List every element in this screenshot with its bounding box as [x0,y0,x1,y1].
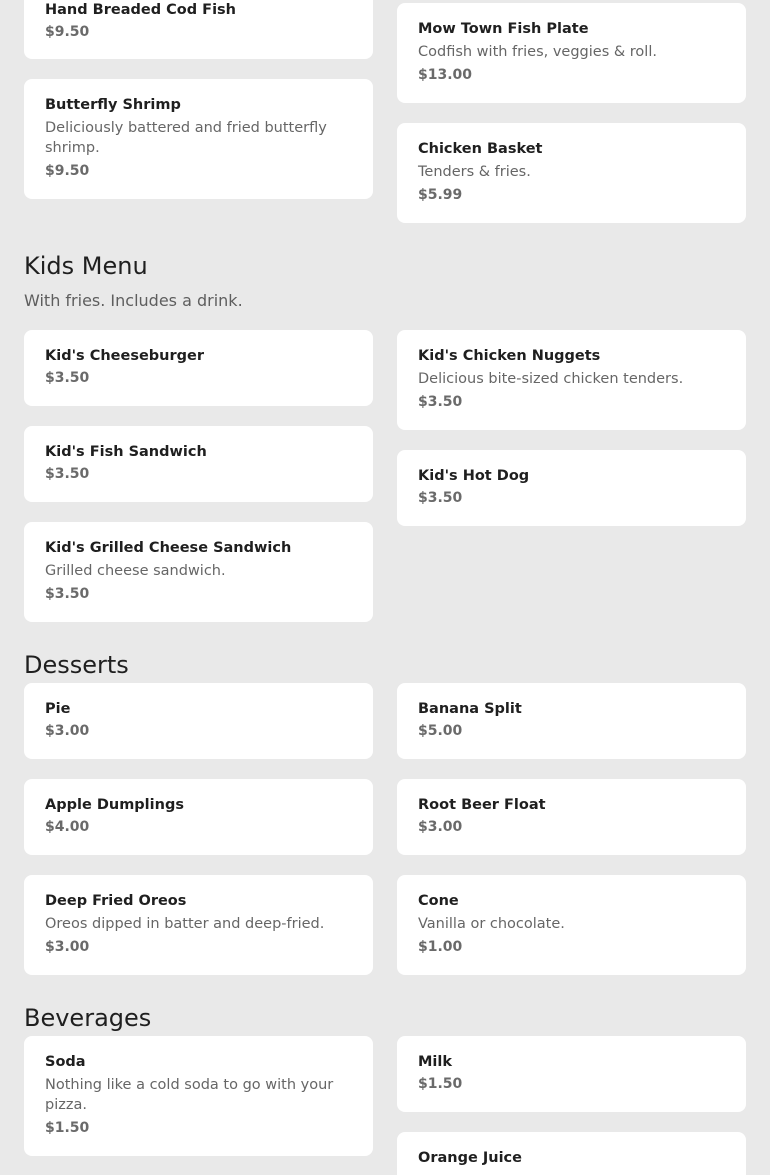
menu-item-card[interactable] [397,683,746,759]
menu-item-price: $3.50 [418,490,463,506]
menu-item-name: Pie [45,701,71,717]
menu-item-name: Cone [418,893,459,909]
menu-item-name: Orange Juice [418,1150,522,1166]
menu-item-card[interactable] [397,779,746,855]
menu-item-name: Mow Town Fish Plate [418,21,589,37]
menu-item-price: $3.00 [418,819,463,835]
menu-item-name: Butterfly Shrimp [45,97,181,113]
menu-item-card[interactable] [24,330,373,406]
menu-item-card[interactable] [397,1036,746,1112]
menu-item-card[interactable] [24,426,373,502]
menu-item-card[interactable] [397,3,746,103]
menu-item-description: Oreos dipped in batter and deep-fried. [45,916,325,932]
menu-item-card[interactable] [24,522,373,622]
menu-item-price: $4.00 [45,819,90,835]
menu-item-card[interactable] [397,450,746,526]
menu-item-name: Kid's Cheeseburger [45,348,205,364]
menu-item-price: $9.50 [45,163,90,179]
menu-item-price: $3.00 [45,939,90,955]
menu-item-description: Grilled cheese sandwich. [45,563,226,579]
menu-item-price: $3.50 [45,466,90,482]
menu-item-name: Kid's Grilled Cheese Sandwich [45,540,292,556]
menu-item-price: $3.00 [45,723,90,739]
menu-item-card[interactable] [24,875,373,975]
menu-item-name: Kid's Fish Sandwich [45,444,207,460]
menu-item-price: $1.50 [45,1120,90,1136]
menu-item-description: Codfish with fries, veggies & roll. [418,44,657,60]
menu-item-name: Deep Fried Oreos [45,893,187,909]
menu-item-name: Milk [418,1054,453,1070]
menu-item-price: $1.50 [418,1076,463,1092]
menu-item-description: Delicious bite-sized chicken tenders. [418,371,684,387]
menu-item-price: $5.00 [418,723,463,739]
menu-item-name: Banana Split [418,701,522,717]
menu-item-card[interactable] [24,0,373,59]
menu-item-description: Tenders & fries. [418,164,531,180]
menu-item-price: $3.50 [418,394,463,410]
menu-item-card[interactable] [397,330,746,430]
section-title-beverages: Beverages [24,1004,152,1032]
menu-item-card[interactable] [24,1036,373,1156]
menu-item-card[interactable] [24,683,373,759]
menu-item-card[interactable] [397,1132,746,1175]
menu-item-description: Nothing like a cold soda to go with your pizza. [45,1077,334,1113]
menu-item-price: $5.99 [418,187,463,203]
section-title-desserts: Desserts [24,651,129,679]
menu-item-name: Root Beer Float [418,797,546,813]
menu-item-card[interactable] [397,875,746,975]
menu-item-description: Deliciously battered and fried butterfly shrimp. [45,120,327,156]
menu-item-name: Kid's Chicken Nuggets [418,348,601,364]
menu-item-description: Vanilla or chocolate. [418,916,565,932]
menu-item-name: Apple Dumplings [45,797,184,813]
menu-item-price: $3.50 [45,370,90,386]
menu-item-card[interactable] [24,779,373,855]
menu-item-name: Chicken Basket [418,141,543,157]
menu-item-name: Kid's Hot Dog [418,468,530,484]
menu-item-card[interactable] [24,79,373,199]
menu-item-price: $1.00 [418,939,463,955]
section-subtitle-kids-menu: With fries. Includes a drink. [24,291,243,310]
menu-item-name: Hand Breaded Cod Fish [45,2,236,18]
menu-item-price: $13.00 [418,67,473,83]
section-title-kids-menu: Kids Menu [24,252,148,280]
menu-item-price: $9.50 [45,24,90,40]
menu-item-name: Soda [45,1054,86,1070]
menu-item-price: $3.50 [45,586,90,602]
menu-item-card[interactable] [397,123,746,223]
